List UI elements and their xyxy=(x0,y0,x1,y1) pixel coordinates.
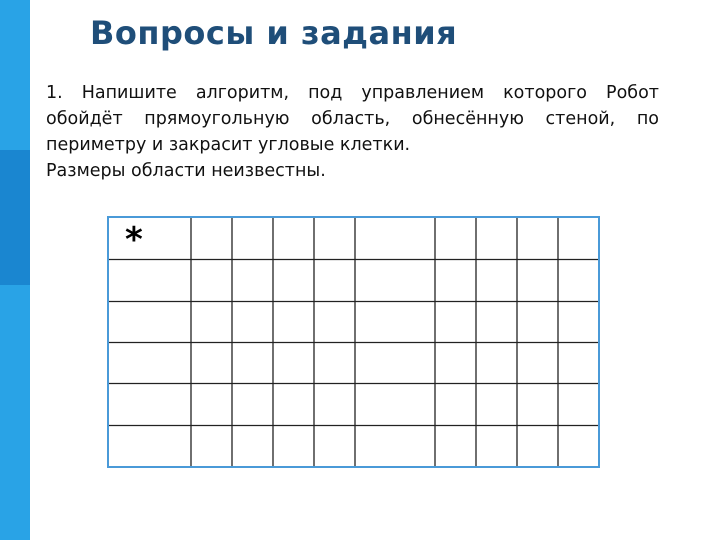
slide-title: Вопросы и задания xyxy=(90,14,458,52)
side-accent-bar-dark-segment xyxy=(0,150,30,285)
start-marker: * xyxy=(125,220,143,260)
task-block xyxy=(46,80,659,184)
task-note: Размеры области неизвестны. xyxy=(46,161,326,181)
task-text: 1. Напишите алгоритм, под управлением которого Робот обойдёт прямоугольную область, обнесённую стеной, по периметру и закрасит угловые клетки. xyxy=(46,83,659,155)
grid-lines xyxy=(109,218,598,466)
robot-field-grid xyxy=(107,216,600,468)
